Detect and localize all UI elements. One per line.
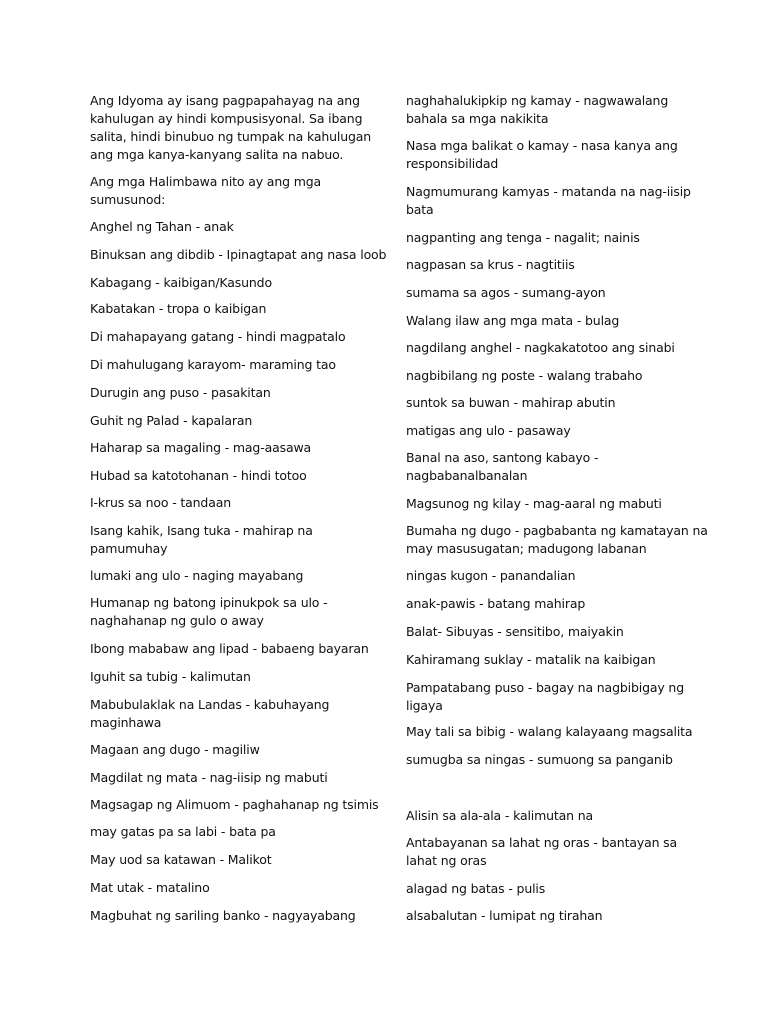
paragraph (90, 522, 390, 558)
text-line: Mabubulaklak na Landas - kabuhayang (90, 697, 330, 712)
paragraph (406, 679, 706, 715)
paragraph (90, 467, 390, 485)
paragraph (406, 394, 706, 412)
paragraph (90, 384, 390, 402)
text-line: Anghel ng Tahan - anak (90, 219, 234, 234)
paragraph (90, 567, 390, 585)
paragraph (406, 751, 706, 769)
text-line: naghahalukipkip ng kamay - nagwawalang (406, 93, 669, 108)
text-line: May uod sa katawan - Malikot (90, 852, 272, 867)
text-line: Walang ilaw ang mga mata - bulag (406, 313, 620, 328)
text-line: Ang mga Halimbawa nito ay ang mga (90, 174, 322, 189)
text-line: Nagmumurang kamyas - matanda na nag-iisip (406, 184, 691, 199)
text-line: Magbuhat ng sariling banko - nagyayabang (90, 908, 356, 923)
paragraph (406, 567, 706, 585)
text-line: Balat- Sibuyas - sensitibo, maiyakin (406, 624, 624, 639)
text-line: Durugin ang puso - pasakitan (90, 385, 271, 400)
text-line: matigas ang ulo - pasaway (406, 423, 571, 438)
text-line: Iguhit sa tubig - kalimutan (90, 669, 251, 684)
paragraph (90, 412, 390, 430)
paragraph (90, 274, 390, 292)
text-line: nagbibilang ng poste - walang trabaho (406, 368, 643, 383)
paragraph (90, 494, 390, 512)
text-line: Nasa mga balikat o kamay - nasa kanya ang (406, 138, 678, 153)
paragraph (90, 640, 390, 658)
text-line: Mat utak - matalino (90, 880, 210, 895)
paragraph (406, 595, 706, 613)
text-line: Magdilat ng mata - nag-iisip ng mabuti (90, 770, 328, 785)
paragraph (90, 796, 390, 814)
text-line: Kahiramang suklay - matalik na kaibigan (406, 652, 656, 667)
text-line: nagpasan sa krus - nagtitiis (406, 257, 575, 272)
paragraph (406, 183, 706, 219)
text-line: Magsunog ng kilay - mag-aaral ng mabuti (406, 496, 662, 511)
text-line: Kabatakan - tropa o kaibigan (90, 301, 267, 316)
paragraph (406, 339, 706, 357)
text-line: Haharap sa magaling - mag-aasawa (90, 440, 312, 455)
paragraph (406, 834, 706, 870)
text-line: ligaya (406, 698, 443, 713)
text-line: ningas kugon - panandalian (406, 568, 576, 583)
paragraph (406, 623, 706, 641)
paragraph (90, 907, 390, 925)
text-line: Ibong mababaw ang lipad - babaeng bayaran (90, 641, 369, 656)
paragraph (406, 92, 706, 128)
paragraph (406, 229, 706, 247)
paragraph (90, 439, 390, 457)
text-line: pamumuhay (90, 541, 168, 556)
text-line: maginhawa (90, 715, 162, 730)
text-line: sumusunod: (90, 192, 166, 207)
paragraph (406, 256, 706, 274)
text-line: Antabayanan sa lahat ng oras - bantayan sa (406, 835, 678, 850)
text-line: anak-pawis - batang mahirap (406, 596, 586, 611)
text-line: Kabagang - kaibigan/Kasundo (90, 275, 272, 290)
text-line: Pampatabang puso - bagay na nagbibigay ng (406, 680, 684, 695)
paragraph (406, 651, 706, 669)
paragraph (90, 668, 390, 686)
paragraph (406, 422, 706, 440)
text-line: Alisin sa ala-ala - kalimutan na (406, 808, 594, 823)
paragraph (406, 880, 706, 898)
text-line: lahat ng oras (406, 853, 487, 868)
text-line: Di mahapayang gatang - hindi magpatalo (90, 329, 346, 344)
paragraph (406, 137, 706, 173)
text-line: Humanap ng batong ipinukpok sa ulo - (90, 595, 328, 610)
paragraph (90, 696, 390, 732)
text-line: Binuksan ang dibdib - Ipinagtapat ang nasa loob (90, 247, 387, 262)
text-line: alagad ng batas - pulis (406, 881, 546, 896)
text-line: bata (406, 202, 434, 217)
text-line: sumama sa agos - sumang-ayon (406, 285, 606, 300)
paragraph (406, 907, 706, 925)
text-line: Hubad sa katotohanan - hindi totoo (90, 468, 307, 483)
paragraph (90, 328, 390, 346)
paragraph (406, 522, 706, 558)
text-line: nagbabanalbanalan (406, 468, 528, 483)
paragraph (90, 594, 390, 630)
paragraph (406, 807, 706, 825)
text-line: I-krus sa noo - tandaan (90, 495, 232, 510)
paragraph (90, 356, 390, 374)
text-line: sumugba sa ningas - sumuong sa panganib (406, 752, 673, 767)
paragraph (90, 246, 390, 264)
text-line: naghahanap ng gulo o away (90, 613, 264, 628)
text-line: suntok sa buwan - mahirap abutin (406, 395, 616, 410)
text-line: May tali sa bibig - walang kalayaang magsalita (406, 724, 693, 739)
paragraph (90, 741, 390, 759)
text-line: Ang Idyoma ay isang pagpapahayag na ang (90, 93, 360, 108)
text-line: Di mahulugang karayom- maraming tao (90, 357, 336, 372)
paragraph (90, 769, 390, 787)
text-line: lumaki ang ulo - naging mayabang (90, 568, 304, 583)
text-line: may masusugatan; madugong labanan (406, 541, 647, 556)
text-line: bahala sa mga nakikita (406, 111, 549, 126)
text-line: Magsagap ng Alimuom - paghahanap ng tsimis (90, 797, 379, 812)
text-line: Isang kahik, Isang tuka - mahirap na (90, 523, 313, 538)
text-line: responsibilidad (406, 156, 499, 171)
text-line: Banal na aso, santong kabayo - (406, 450, 599, 465)
paragraph (406, 723, 706, 741)
paragraph (406, 312, 706, 330)
paragraph (406, 284, 706, 302)
paragraph (406, 449, 706, 485)
paragraph (90, 92, 390, 164)
text-line: nagdilang anghel - nagkakatotoo ang sinabi (406, 340, 675, 355)
paragraph (90, 879, 390, 897)
paragraph (90, 823, 390, 841)
paragraph (406, 367, 706, 385)
text-line: salita, hindi binubuo ng tumpak na kahulugan (90, 129, 372, 144)
text-line: Magaan ang dugo - magiliw (90, 742, 260, 757)
text-line: nagpanting ang tenga - nagalit; nainis (406, 230, 640, 245)
paragraph (90, 173, 390, 209)
paragraph (90, 300, 390, 318)
paragraph (90, 851, 390, 869)
paragraph (90, 218, 390, 236)
text-line: Bumaha ng dugo - pagbabanta ng kamatayan na (406, 523, 708, 538)
text-line: may gatas pa sa labi - bata pa (90, 824, 276, 839)
text-line: Guhit ng Palad - kapalaran (90, 413, 253, 428)
text-line: kahulugan ay hindi kompusisyonal. Sa ibang (90, 111, 363, 126)
text-line: alsabalutan - lumipat ng tirahan (406, 908, 603, 923)
text-line: ang mga kanya-kanyang salita na nabuo. (90, 147, 344, 162)
paragraph (406, 495, 706, 513)
